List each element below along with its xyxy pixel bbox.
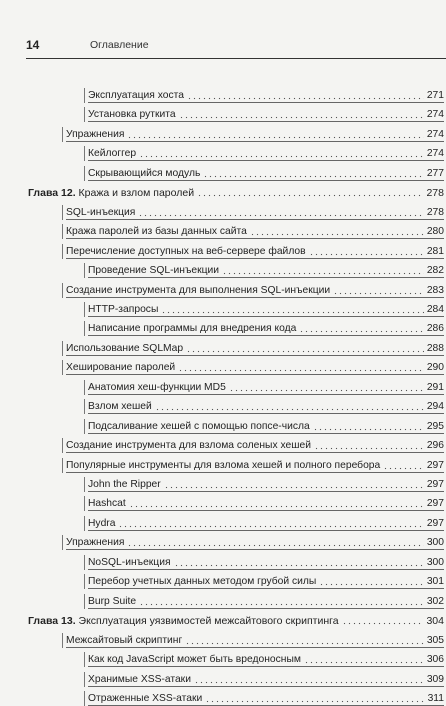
toc-entry — [88, 475, 444, 492]
entry-text: Хеширование паролей — [66, 362, 176, 374]
toc-entry-title — [88, 382, 228, 394]
toc-entry — [88, 494, 444, 511]
dot-leader — [185, 642, 424, 645]
entry-text: Межсайтовый скриптинг — [66, 634, 183, 646]
entry-text: Как код JavaScript может быть вредоносным — [88, 654, 301, 666]
toc-page-number: 277 — [426, 167, 444, 179]
entry-text: Анатомия хеш-функции MD5 — [88, 381, 226, 393]
entry-text: HTTP-запросы — [88, 303, 159, 315]
toc-page-number: 300 — [426, 556, 444, 568]
toc-entry-title — [88, 148, 138, 160]
toc-entry-title — [88, 557, 173, 569]
toc-entry — [66, 222, 444, 239]
toc-entry — [88, 650, 444, 667]
entry-text: Упражнения — [66, 128, 125, 140]
toc-entry — [66, 203, 444, 220]
header-divider — [26, 58, 446, 59]
toc-entry — [88, 397, 444, 414]
toc-entry — [66, 125, 444, 142]
toc-entry-title — [88, 109, 178, 121]
entry-text: Создание инструмента для выполнения SQL-инъекции — [66, 284, 331, 296]
toc-entry-title — [88, 693, 204, 705]
toc-page-number: 283 — [426, 284, 444, 296]
toc-page-number: 306 — [426, 654, 444, 666]
toc-page-number: 304 — [426, 615, 444, 628]
entry-text: Hydra — [88, 517, 116, 529]
entry-text: Установка руткита — [88, 109, 176, 121]
toc-entry — [88, 514, 444, 531]
toc-entry — [88, 417, 444, 434]
toc-entry-title — [88, 498, 128, 510]
toc-chapter-entry — [28, 611, 444, 627]
toc-entry-title — [88, 265, 221, 277]
dot-leader — [174, 564, 424, 567]
entry-text: Написание программы для внедрения кода — [88, 323, 297, 335]
toc-page-number: 282 — [426, 265, 444, 277]
toc-entry — [88, 553, 444, 570]
entry-text: Проведение SQL-инъекции — [88, 265, 220, 277]
entry-text: John the Ripper — [88, 479, 161, 490]
toc-entry-title — [88, 479, 163, 491]
toc-entry — [88, 300, 444, 317]
toc-entry-title — [88, 304, 160, 316]
toc-entry — [88, 378, 444, 395]
page-header — [26, 38, 446, 58]
toc-page-number: 274 — [426, 128, 444, 140]
toc-page-number: 295 — [426, 420, 444, 432]
toc-entry-title — [66, 460, 382, 472]
dot-leader — [179, 116, 424, 119]
toc-page-number: 297 — [426, 459, 444, 471]
toc-entry — [66, 358, 444, 375]
dot-leader — [250, 233, 424, 236]
toc-entry-title — [88, 168, 202, 180]
chapter-label: Глава 12. — [28, 187, 76, 200]
toc-entry-title — [66, 343, 185, 355]
entry-text: Эксплуатация хоста — [88, 90, 184, 101]
toc-entry-title — [28, 615, 341, 627]
entry-text: Отраженные XSS-атаки — [88, 692, 203, 704]
toc-page-number: 301 — [426, 576, 444, 588]
dot-leader — [342, 622, 424, 625]
toc-page-number: 274 — [426, 148, 444, 160]
toc-entry — [88, 592, 444, 609]
toc-entry-title — [66, 635, 184, 647]
dot-leader — [383, 467, 424, 470]
entry-text: Перечисление доступных на веб-сервере файлов — [66, 245, 306, 257]
toc-page-number: 309 — [426, 673, 444, 685]
toc-entry — [88, 572, 444, 589]
toc-entry — [88, 164, 444, 181]
toc-page-number: 290 — [426, 362, 444, 374]
entry-text: Кейлоггер — [88, 148, 137, 160]
toc-page-number: 294 — [426, 401, 444, 413]
dot-leader — [187, 97, 424, 100]
toc-entry-title — [88, 518, 117, 530]
dot-leader — [155, 408, 424, 411]
toc-page-number: 300 — [426, 537, 444, 549]
dot-leader — [229, 389, 424, 392]
toc-entry-title — [88, 421, 312, 433]
toc-entry-title — [66, 246, 308, 258]
dot-leader — [197, 194, 423, 197]
dot-leader — [161, 311, 423, 314]
toc-entry-title — [66, 285, 332, 297]
dot-leader — [178, 369, 424, 372]
entry-text: NoSQL-инъекция — [88, 556, 171, 568]
toc-chapter-entry — [28, 183, 444, 199]
entry-text: Упражнения — [66, 537, 125, 549]
toc-entry-title — [88, 654, 303, 666]
toc-entry-title — [88, 323, 298, 335]
toc-entry-title — [88, 576, 318, 588]
entry-text: Создание инструмента для взлома соленых хешей — [66, 440, 311, 452]
toc-entry — [88, 261, 444, 278]
toc-entry-title — [66, 537, 126, 549]
toc-entry — [88, 689, 444, 706]
dot-leader — [309, 253, 424, 256]
dot-leader — [299, 330, 423, 333]
toc-page-number: 274 — [426, 109, 444, 121]
entry-text: Кража паролей из базы данных сайта — [66, 226, 247, 238]
dot-leader — [138, 214, 423, 217]
running-title: Оглавление — [90, 39, 149, 51]
toc-entry — [66, 339, 444, 356]
dot-leader — [222, 272, 424, 275]
toc-page-number: 281 — [426, 245, 444, 257]
dot-leader — [205, 700, 424, 703]
page-number: 14 — [26, 38, 40, 52]
chapter-label: Глава 13. — [28, 615, 76, 628]
toc-page-number: 278 — [426, 206, 444, 218]
dot-leader — [319, 583, 423, 586]
entry-text: Кража и взлом паролей — [78, 187, 195, 200]
entry-text: Использование SQLMap — [66, 342, 184, 354]
toc-entry — [88, 86, 444, 103]
dot-leader — [164, 486, 424, 489]
toc-entry-title — [88, 90, 186, 102]
toc-page-number: 311 — [427, 692, 444, 704]
toc-entry-title — [66, 362, 177, 374]
toc-entry-title — [66, 226, 249, 238]
toc-entry — [88, 144, 444, 161]
toc-entry — [66, 631, 444, 648]
toc-entry-title — [66, 207, 137, 219]
toc-entry — [88, 670, 444, 687]
entry-text: Эксплуатация уязвимостей межсайтового скриптинга — [78, 615, 339, 628]
dot-leader — [127, 544, 423, 547]
toc-entry — [66, 456, 444, 473]
toc-entry — [88, 105, 444, 122]
entry-text: Скрывающийся модуль — [88, 167, 201, 179]
toc-page-number: 284 — [426, 303, 444, 315]
dot-leader — [139, 155, 424, 158]
dot-leader — [129, 505, 424, 508]
toc-page-number: 297 — [426, 479, 444, 490]
toc-page-number: 296 — [426, 440, 444, 452]
dot-leader — [186, 350, 424, 353]
entry-text: Хранимые XSS-атаки — [88, 673, 191, 685]
toc-page-number: 305 — [426, 634, 444, 646]
toc-page-number: 291 — [426, 381, 444, 393]
entry-text: SQL-инъекция — [66, 206, 136, 218]
toc-page-number: 271 — [426, 90, 444, 101]
dot-leader — [304, 661, 424, 664]
entry-text: Популярные инструменты для взлома хешей и полного перебора — [66, 459, 381, 471]
dot-leader — [314, 447, 424, 450]
dot-leader — [203, 175, 423, 178]
toc-entry — [66, 242, 444, 259]
dot-leader — [194, 681, 424, 684]
toc-page-number: 280 — [426, 226, 444, 238]
toc-entry-title — [28, 187, 196, 199]
dot-leader — [127, 136, 423, 139]
toc-page-number: 302 — [426, 595, 444, 607]
entry-text: Burp Suite — [88, 595, 137, 607]
toc-entry-title — [88, 596, 138, 608]
toc-page-number: 288 — [426, 342, 444, 354]
dot-leader — [313, 428, 424, 431]
toc-page-number: 278 — [426, 187, 444, 200]
dot-leader — [118, 525, 423, 528]
dot-leader — [139, 603, 424, 606]
toc-entry-title — [66, 129, 126, 141]
toc-entry-title — [88, 401, 154, 413]
entry-text: Hashcat — [88, 498, 126, 510]
toc-page-number: 286 — [426, 323, 444, 335]
toc-entry — [66, 436, 444, 453]
entry-text: Подсаливание хешей с помощью попсе-числа — [88, 420, 310, 432]
entry-text: Взлом хешей — [88, 401, 152, 413]
toc-entry-title — [66, 440, 313, 452]
entry-text: Перебор учетных данных методом грубой силы — [88, 576, 317, 588]
toc-entry — [88, 319, 444, 336]
toc-entry-title — [88, 674, 193, 686]
toc-page-number: 297 — [426, 498, 444, 510]
toc-entry — [66, 281, 444, 298]
toc-entry — [66, 533, 444, 550]
dot-leader — [333, 292, 424, 295]
toc-page-number: 297 — [426, 517, 444, 529]
